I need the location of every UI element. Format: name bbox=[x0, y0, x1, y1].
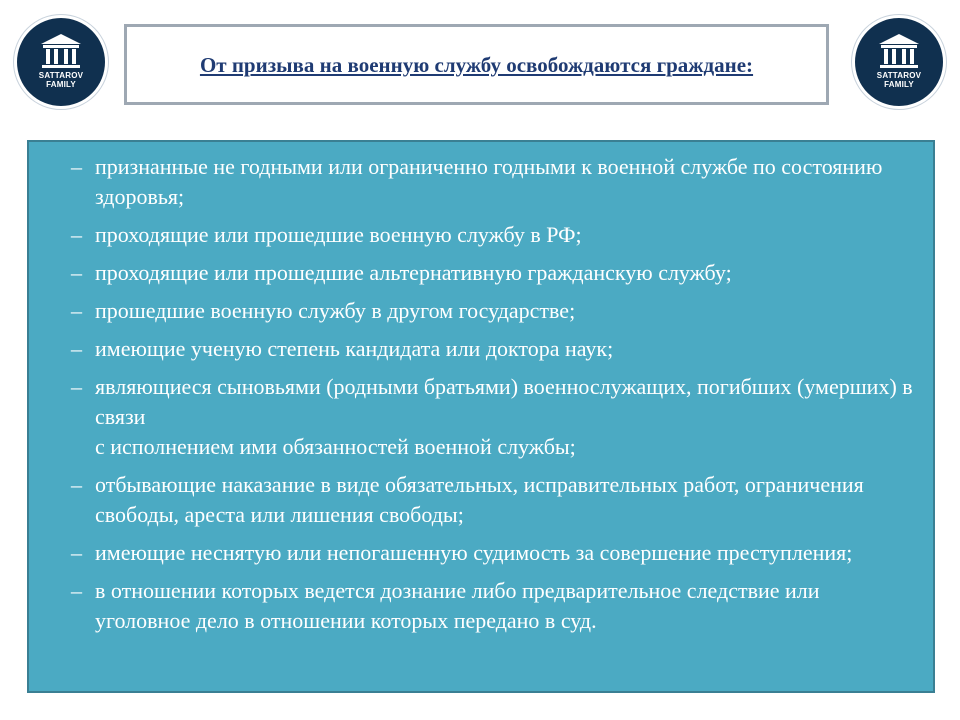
exemption-list bbox=[71, 152, 913, 636]
content-panel bbox=[27, 140, 935, 693]
list-item bbox=[71, 334, 913, 364]
dash-bullet: – bbox=[71, 578, 82, 603]
list-item bbox=[71, 576, 913, 636]
dash-bullet: – bbox=[71, 374, 82, 399]
list-item-text: имеющие неснятую или непогашенную судимость за совершение преступления; bbox=[95, 540, 853, 565]
list-item-text: признанные не годными или ограниченно годными к военной службе по состоянию здоровья; bbox=[95, 154, 883, 209]
logo-line2: FAMILY bbox=[884, 80, 914, 89]
list-item bbox=[71, 372, 913, 462]
logo-right bbox=[852, 15, 946, 109]
list-item bbox=[71, 258, 913, 288]
logo-line1: SATTAROV bbox=[38, 71, 84, 80]
logo-text bbox=[877, 71, 921, 89]
dash-bullet: – bbox=[71, 336, 82, 361]
logo-left bbox=[14, 15, 108, 109]
list-item bbox=[71, 470, 913, 530]
dash-bullet: – bbox=[71, 298, 82, 323]
building-icon bbox=[38, 32, 84, 70]
logo-line1: SATTAROV bbox=[876, 71, 922, 80]
list-item-text: проходящие или прошедшие альтернативную гражданскую службу; bbox=[95, 260, 732, 285]
list-item-text: отбывающие наказание в виде обязательных, исправительных работ, ограничения свободы, ареста или лишения свободы; bbox=[95, 472, 864, 527]
dash-bullet: – bbox=[71, 154, 82, 179]
title-box bbox=[124, 24, 829, 105]
dash-bullet: – bbox=[71, 260, 82, 285]
building-icon bbox=[876, 32, 922, 70]
list-item-text: имеющие ученую степень кандидата или доктора наук; bbox=[95, 336, 614, 361]
list-item bbox=[71, 296, 913, 326]
list-item-text: являющиеся сыновьями (родными братьями) военнослужащих, погибших (умерших) в связи с исполнением ими обязанностей военной службы; bbox=[95, 374, 913, 459]
dash-bullet: – bbox=[71, 472, 82, 497]
list-item-text: проходящие или прошедшие военную службу в РФ; bbox=[95, 222, 582, 247]
logo-text bbox=[39, 71, 83, 89]
list-item bbox=[71, 152, 913, 212]
list-item-text: прошедшие военную службу в другом государстве; bbox=[95, 298, 576, 323]
list-item bbox=[71, 220, 913, 250]
dash-bullet: – bbox=[71, 222, 82, 247]
logo-line2: FAMILY bbox=[46, 80, 76, 89]
dash-bullet: – bbox=[71, 540, 82, 565]
list-item-text: в отношении которых ведется дознание либо предварительное следствие или уголовное дело в отношении которых передано в суд. bbox=[95, 578, 820, 633]
list-item bbox=[71, 538, 913, 568]
page-title: От призыва на военную службу освобождаются граждане: bbox=[199, 52, 754, 77]
